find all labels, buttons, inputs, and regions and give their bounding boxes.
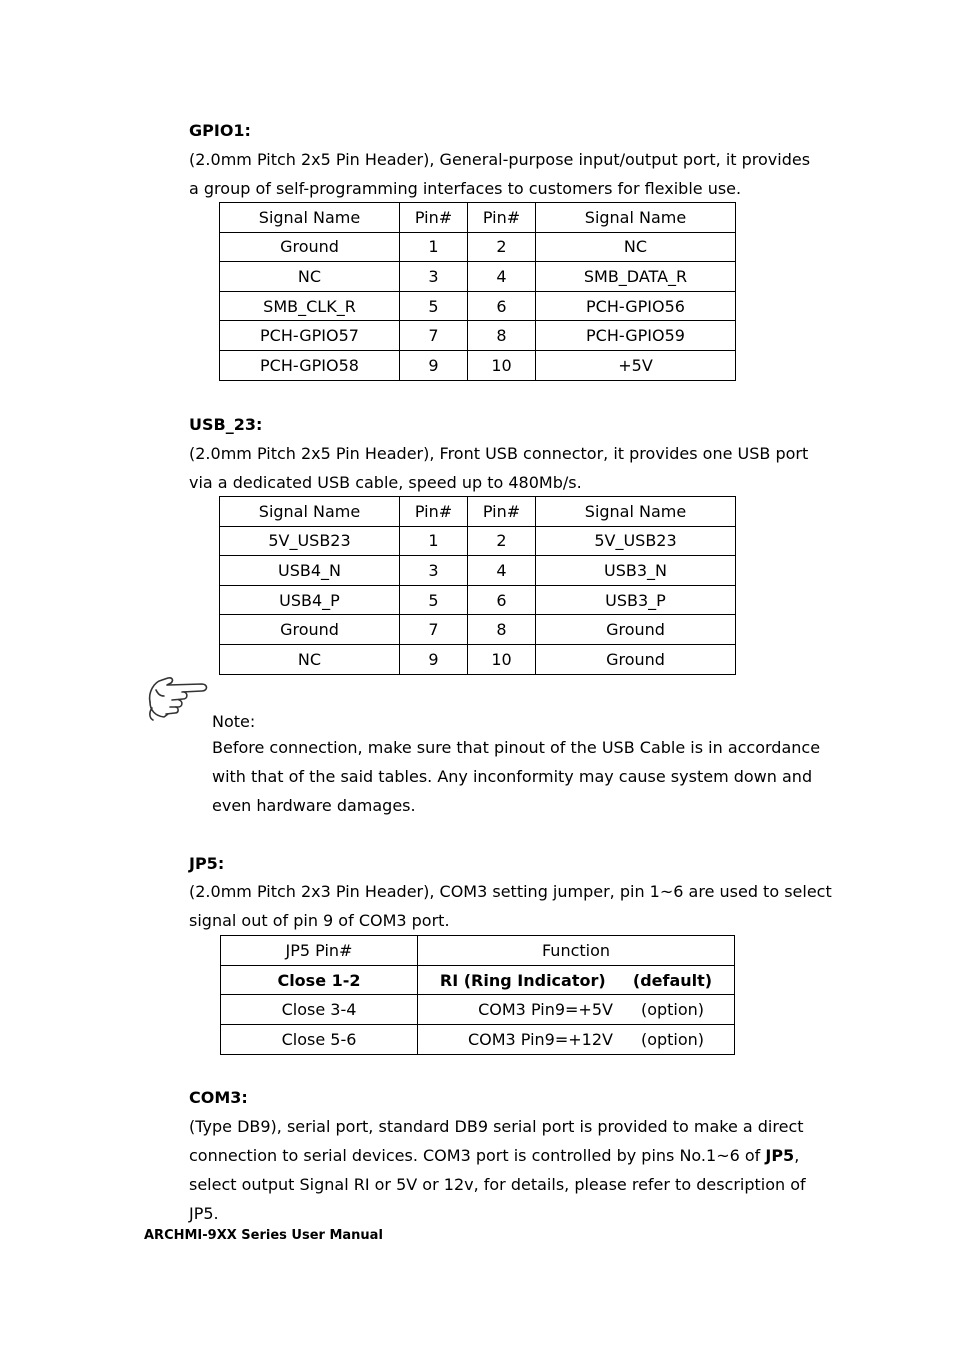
table-cell: 5V_USB23 — [536, 526, 736, 556]
table-cell: 6 — [468, 291, 536, 321]
gpio1-description-line2: a group of self-programming interfaces to customers for flexible use. — [189, 179, 742, 198]
table-cell: SMB_CLK_R — [220, 291, 400, 321]
table-cell: PCH-GPIO59 — [536, 321, 736, 351]
function-mode: (option) — [640, 1000, 705, 1020]
table-row — [220, 321, 736, 351]
table-cell: 8 — [468, 321, 536, 351]
table-cell: 10 — [468, 350, 536, 380]
table-cell: 6 — [468, 585, 536, 615]
usb23-heading: USB_23: — [189, 415, 263, 434]
table-row — [220, 615, 736, 645]
table-row — [220, 350, 736, 380]
table-row — [221, 1025, 735, 1055]
table-header-row — [220, 203, 736, 233]
usb23-pin-table — [219, 496, 736, 675]
com3-description-line1: (Type DB9), serial port, standard DB9 serial port is provided to make a direct — [189, 1117, 804, 1136]
table-cell: USB4_P — [220, 585, 400, 615]
table-cell: USB4_N — [220, 556, 400, 586]
table-cell: 4 — [468, 556, 536, 586]
table-cell: PCH-GPIO58 — [220, 350, 400, 380]
jp5-description-line1: (2.0mm Pitch 2x3 Pin Header), COM3 setting jumper, pin 1~6 are used to select — [189, 882, 832, 901]
note-text-line2: with that of the said tables. Any inconformity may cause system down and — [212, 767, 813, 786]
table-header-row — [220, 497, 736, 527]
table-cell: Ground — [536, 615, 736, 645]
table-cell: Close 3-4 — [221, 995, 418, 1025]
header-cell: Pin# — [468, 203, 536, 233]
usb23-description-line2: via a dedicated USB cable, speed up to 480Mb/s. — [189, 473, 582, 492]
table-cell: NC — [220, 262, 400, 292]
note-text-line1: Before connection, make sure that pinout of the USB Cable is in accordance — [212, 738, 821, 757]
table-row — [220, 585, 736, 615]
com3-heading: COM3: — [189, 1088, 248, 1107]
function-mode: (option) — [640, 1029, 705, 1049]
header-cell: Pin# — [400, 203, 468, 233]
table-cell: 5 — [400, 291, 468, 321]
function-text: COM3 Pin9=+5V — [478, 1000, 613, 1020]
table-cell: Close 1-2 — [221, 965, 418, 995]
table-cell: PCH-GPIO56 — [536, 291, 736, 321]
table-cell: NC — [220, 644, 400, 674]
table-row — [220, 556, 736, 586]
table-cell: 10 — [468, 644, 536, 674]
table-row — [220, 526, 736, 556]
gpio1-pin-table — [219, 202, 736, 381]
table-cell: 9 — [400, 644, 468, 674]
table-row — [220, 262, 736, 292]
pointing-hand-icon — [146, 672, 210, 726]
com3-description-line3: select output Signal RI or 5V or 12v, for details, please refer to description of — [189, 1175, 806, 1194]
table-cell — [418, 995, 735, 1025]
table-cell: 8 — [468, 615, 536, 645]
function-mode: (default) — [632, 970, 713, 990]
jp5-jumper-table — [220, 935, 735, 1055]
usb23-description-line1: (2.0mm Pitch 2x5 Pin Header), Front USB connector, it provides one USB port — [189, 444, 809, 463]
jp5-heading: JP5: — [189, 854, 225, 873]
note-label: Note: — [212, 712, 256, 731]
jp5-reference: JP5 — [765, 1146, 795, 1165]
header-cell: Pin# — [400, 497, 468, 527]
table-cell: 2 — [468, 526, 536, 556]
table-cell: 9 — [400, 350, 468, 380]
jp5-description-line2: signal out of pin 9 of COM3 port. — [189, 911, 450, 930]
com3-description-line4: JP5. — [189, 1204, 219, 1223]
table-row — [220, 644, 736, 674]
table-cell: Close 5-6 — [221, 1025, 418, 1055]
table-cell: 1 — [400, 526, 468, 556]
table-cell: USB3_P — [536, 585, 736, 615]
table-cell: Ground — [220, 232, 400, 262]
table-cell: 7 — [400, 321, 468, 351]
com3-line2-comma: , — [794, 1146, 800, 1165]
table-cell: 2 — [468, 232, 536, 262]
table-cell: NC — [536, 232, 736, 262]
table-row — [220, 232, 736, 262]
table-cell: 1 — [400, 232, 468, 262]
header-cell: Function — [418, 936, 735, 966]
com3-description-line2 — [189, 1141, 799, 1170]
com3-line2-text: connection to serial devices. COM3 port is controlled by pins No.1~6 of — [189, 1146, 766, 1165]
header-cell: JP5 Pin# — [221, 936, 418, 966]
table-cell: PCH-GPIO57 — [220, 321, 400, 351]
table-cell — [418, 965, 735, 995]
table-row — [221, 965, 735, 995]
header-cell: Signal Name — [536, 497, 736, 527]
table-cell: 4 — [468, 262, 536, 292]
header-cell: Signal Name — [220, 497, 400, 527]
table-row — [221, 995, 735, 1025]
table-cell: USB3_N — [536, 556, 736, 586]
table-cell: 3 — [400, 556, 468, 586]
table-cell: Ground — [536, 644, 736, 674]
table-cell: Ground — [220, 615, 400, 645]
table-header-row — [221, 936, 735, 966]
table-cell: SMB_DATA_R — [536, 262, 736, 292]
header-cell: Pin# — [468, 497, 536, 527]
table-cell — [418, 1025, 735, 1055]
function-text: COM3 Pin9=+12V — [467, 1029, 613, 1049]
gpio1-heading: GPIO1: — [189, 121, 251, 140]
table-cell: 7 — [400, 615, 468, 645]
gpio1-description-line1: (2.0mm Pitch 2x5 Pin Header), General-purpose input/output port, it provides — [189, 150, 811, 169]
page-footer: ARCHMI-9XX Series User Manual — [144, 1228, 383, 1243]
table-row — [220, 291, 736, 321]
function-text: RI (Ring Indicator) — [439, 970, 606, 990]
note-text-line3: even hardware damages. — [212, 796, 416, 815]
table-cell: +5V — [536, 350, 736, 380]
header-cell: Signal Name — [220, 203, 400, 233]
header-cell: Signal Name — [536, 203, 736, 233]
table-cell: 5V_USB23 — [220, 526, 400, 556]
table-cell: 5 — [400, 585, 468, 615]
table-cell: 3 — [400, 262, 468, 292]
